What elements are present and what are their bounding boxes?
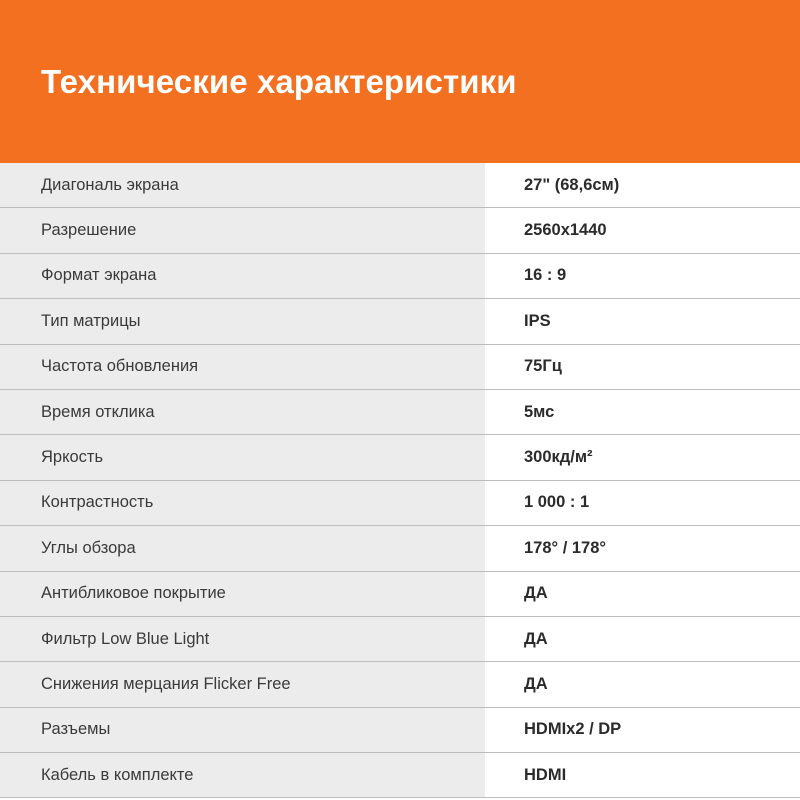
spec-value: 178° / 178° xyxy=(485,526,800,570)
spec-label: Углы обзора xyxy=(0,526,485,570)
spec-label: Разъемы xyxy=(0,708,485,752)
spec-label: Время отклика xyxy=(0,390,485,434)
spec-row xyxy=(0,662,800,707)
spec-label: Тип матрицы xyxy=(0,299,485,343)
spec-row xyxy=(0,753,800,798)
spec-row xyxy=(0,481,800,526)
spec-label: Частота обновления xyxy=(0,345,485,389)
spec-value: 27" (68,6см) xyxy=(485,163,800,207)
spec-label: Контрастность xyxy=(0,481,485,525)
spec-value: IPS xyxy=(485,299,800,343)
spec-value: 300кд/м² xyxy=(485,435,800,479)
spec-row xyxy=(0,254,800,299)
spec-value: 75Гц xyxy=(485,345,800,389)
spec-value: 16 : 9 xyxy=(485,254,800,298)
spec-value: 5мс xyxy=(485,390,800,434)
spec-row xyxy=(0,345,800,390)
spec-value: ДА xyxy=(485,662,800,706)
spec-row xyxy=(0,208,800,253)
spec-row xyxy=(0,572,800,617)
spec-value: 2560x1440 xyxy=(485,208,800,252)
spec-row xyxy=(0,390,800,435)
spec-row xyxy=(0,526,800,571)
spec-label: Яркость xyxy=(0,435,485,479)
spec-row xyxy=(0,163,800,208)
spec-label: Антибликовое покрытие xyxy=(0,572,485,616)
spec-label: Диагональ экрана xyxy=(0,163,485,207)
header-banner xyxy=(0,0,800,163)
page-title: Технические характеристики xyxy=(41,63,517,100)
spec-row xyxy=(0,299,800,344)
spec-label: Разрешение xyxy=(0,208,485,252)
spec-row xyxy=(0,617,800,662)
spec-label: Кабель в комплекте xyxy=(0,753,485,797)
spec-table xyxy=(0,163,800,798)
spec-value: ДА xyxy=(485,617,800,661)
spec-label: Снижения мерцания Flicker Free xyxy=(0,662,485,706)
spec-value: ДА xyxy=(485,572,800,616)
spec-value: HDMI xyxy=(485,753,800,797)
spec-value: HDMIx2 / DP xyxy=(485,708,800,752)
spec-label: Фильтр Low Blue Light xyxy=(0,617,485,661)
spec-value: 1 000 : 1 xyxy=(485,481,800,525)
spec-row xyxy=(0,435,800,480)
spec-label: Формат экрана xyxy=(0,254,485,298)
spec-row xyxy=(0,708,800,753)
